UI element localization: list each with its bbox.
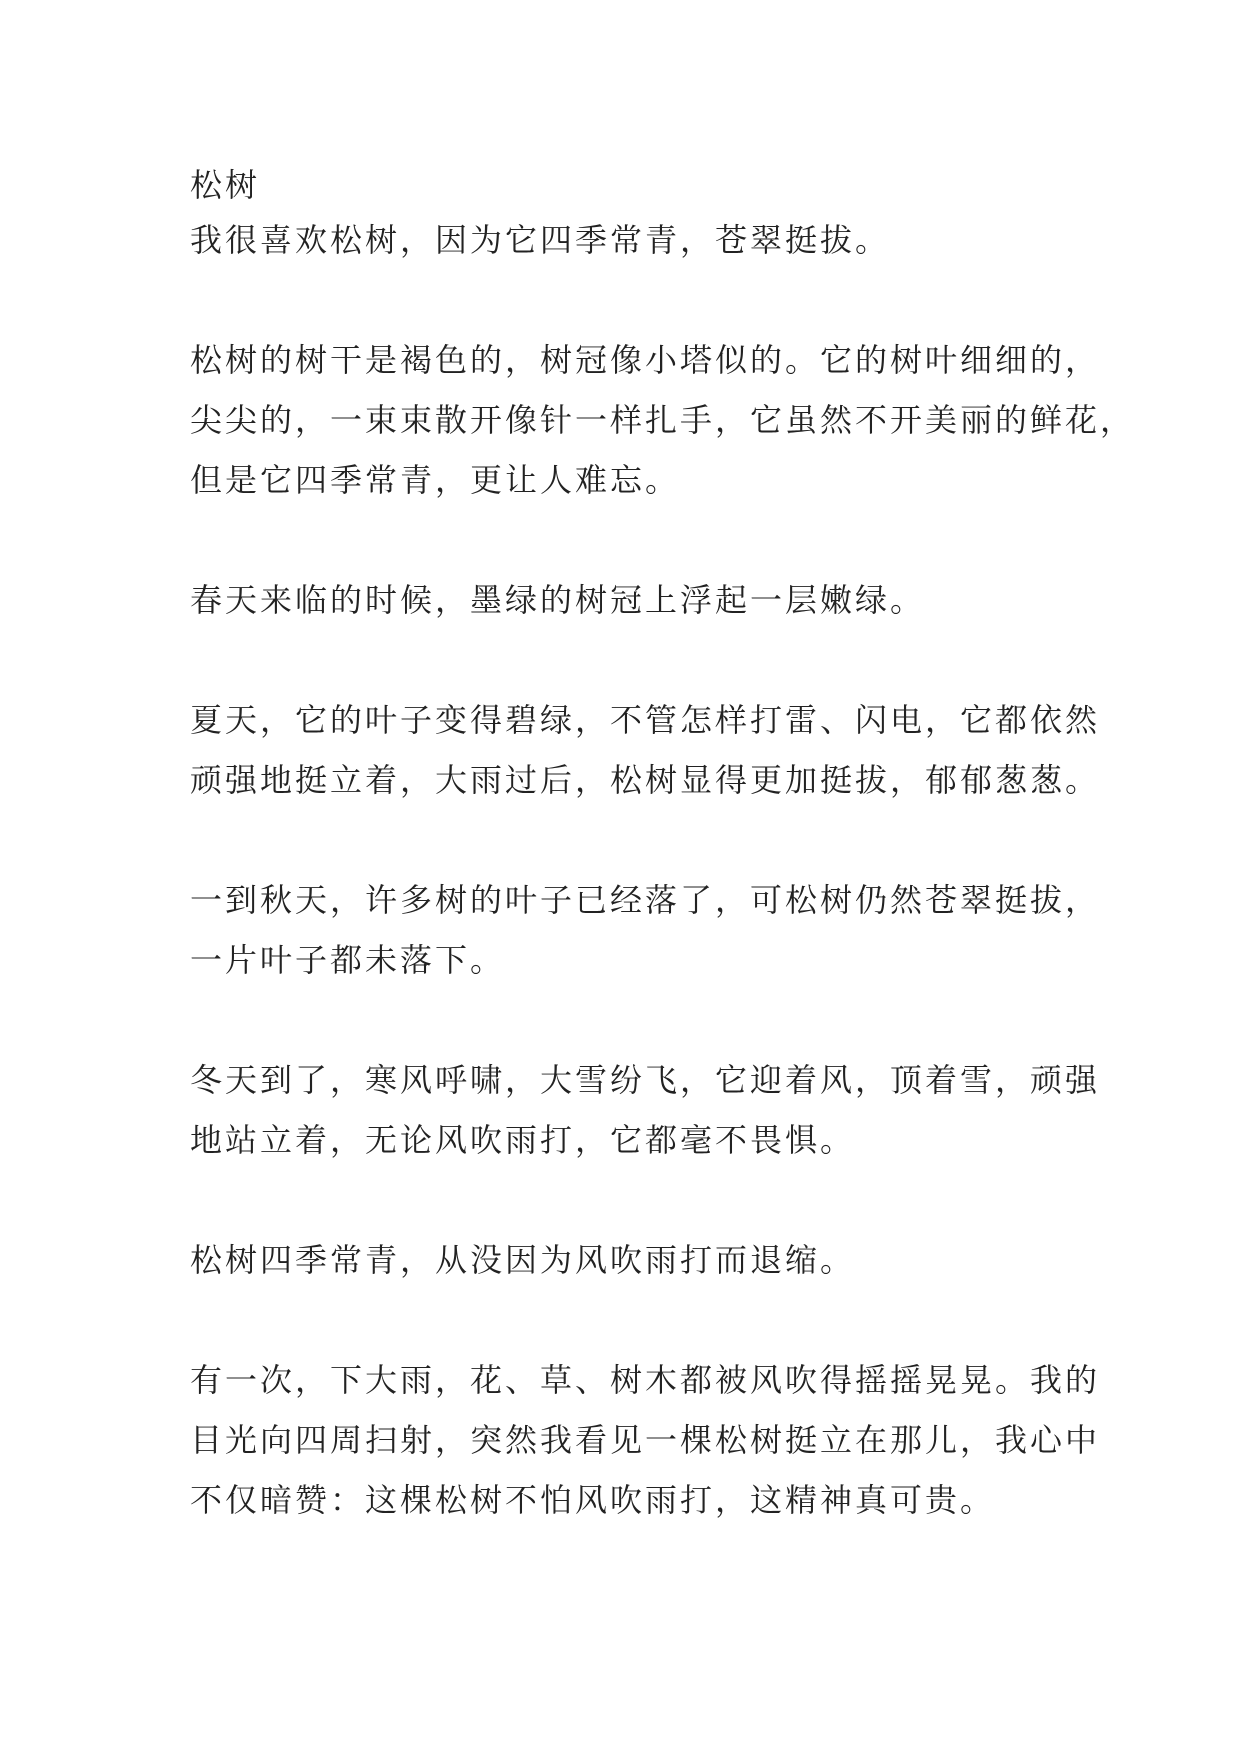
text-line: 一片叶子都未落下。 bbox=[190, 941, 506, 979]
text-line: 尖尖的，一束束散开像针一样扎手，它虽然不开美丽的鲜花， bbox=[190, 401, 1136, 439]
document-title: 松树 bbox=[190, 166, 261, 204]
paragraph bbox=[190, 570, 1090, 630]
paragraph-spacer bbox=[190, 630, 1090, 690]
paragraph bbox=[190, 870, 1101, 990]
text-line: 松树的树干是褐色的，树冠像小塔似的。它的树叶细细的， bbox=[190, 341, 1101, 379]
text-line: 春天来临的时候，墨绿的树冠上浮起一层嫩绿。 bbox=[190, 581, 926, 619]
paragraph-spacer bbox=[190, 1290, 1090, 1350]
paragraph-spacer bbox=[190, 270, 1090, 330]
text-line: 一到秋天，许多树的叶子已经落了，可松树仍然苍翠挺拔， bbox=[190, 881, 1101, 919]
paragraph-spacer bbox=[190, 810, 1090, 870]
paragraph bbox=[190, 330, 1136, 510]
paragraph-spacer bbox=[190, 990, 1090, 1050]
paragraph-spacer bbox=[190, 510, 1090, 570]
document-body bbox=[190, 160, 1136, 1530]
paragraph bbox=[190, 1230, 1090, 1290]
text-line: 不仅暗赞：这棵松树不怕风吹雨打，这精神真可贵。 bbox=[190, 1481, 996, 1519]
paragraph bbox=[190, 1350, 1101, 1530]
paragraph bbox=[190, 690, 1101, 810]
text-line: 冬天到了，寒风呼啸，大雪纷飞，它迎着风，顶着雪，顽强 bbox=[190, 1061, 1101, 1099]
text-line: 松树四季常青，从没因为风吹雨打而退缩。 bbox=[190, 1241, 856, 1279]
text-line: 但是它四季常青，更让人难忘。 bbox=[190, 461, 681, 499]
text-line: 我很喜欢松树，因为它四季常青，苍翠挺拔。 bbox=[190, 221, 891, 259]
text-line: 有一次，下大雨，花、草、树木都被风吹得摇摇晃晃。我的 bbox=[190, 1361, 1101, 1399]
text-line: 顽强地挺立着，大雨过后，松树显得更加挺拔，郁郁葱葱。 bbox=[190, 761, 1101, 799]
text-line: 目光向四周扫射，突然我看见一棵松树挺立在那儿，我心中 bbox=[190, 1421, 1101, 1459]
paragraph bbox=[190, 1050, 1101, 1170]
text-line: 地站立着，无论风吹雨打，它都毫不畏惧。 bbox=[190, 1121, 856, 1159]
text-line: 夏天，它的叶子变得碧绿，不管怎样打雷、闪电，它都依然 bbox=[190, 701, 1101, 739]
paragraph bbox=[190, 210, 1090, 270]
paragraph-spacer bbox=[190, 1170, 1090, 1230]
